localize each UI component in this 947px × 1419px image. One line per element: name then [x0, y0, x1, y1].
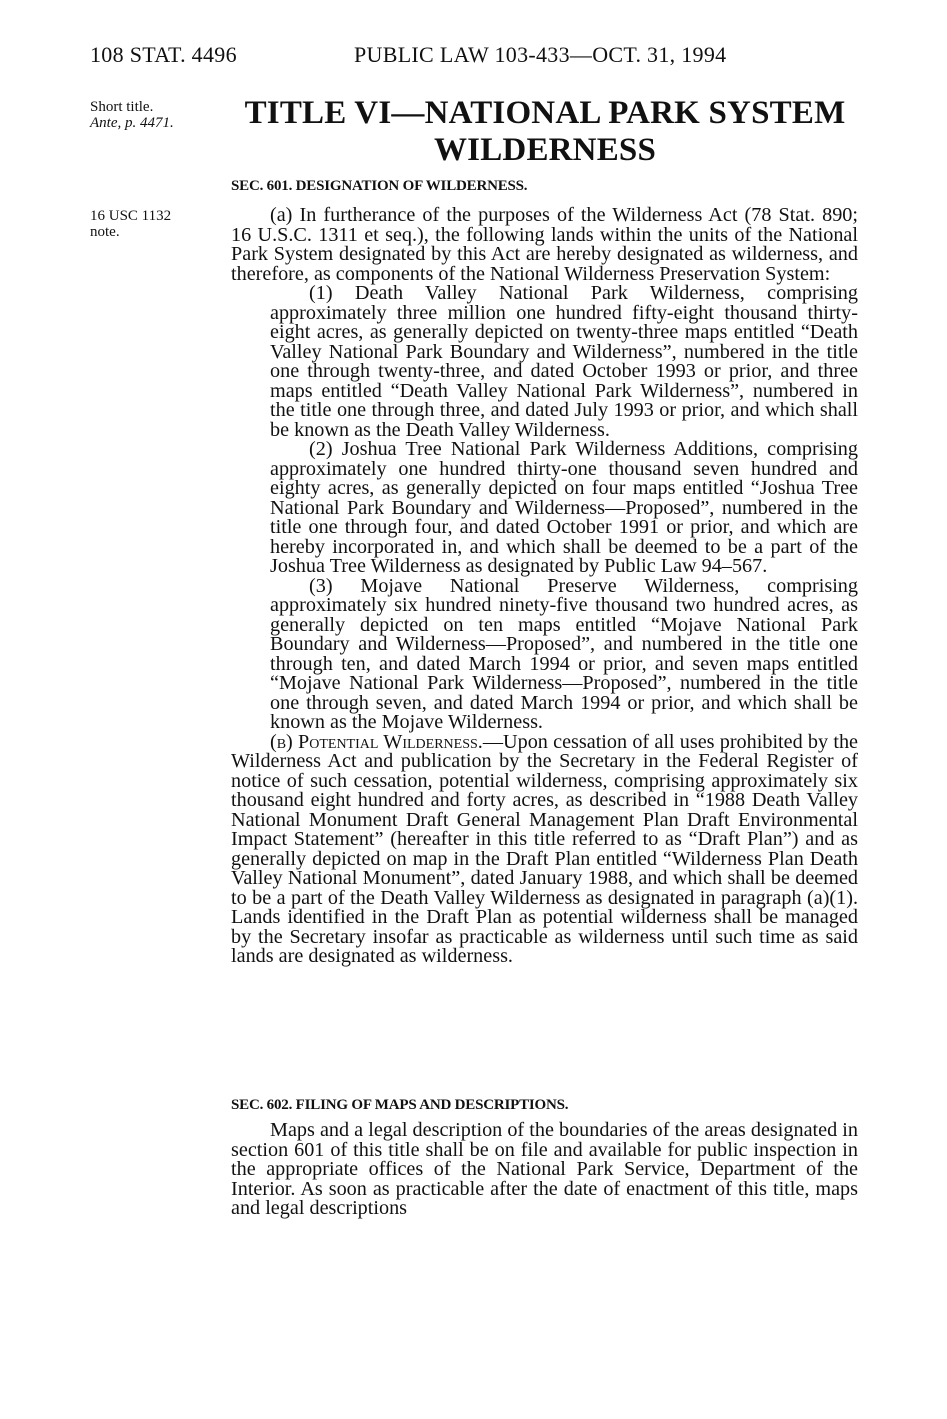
stat-page-number: 108 STAT. 4496 — [90, 42, 237, 67]
margin-note-usc — [90, 208, 171, 240]
section-602-para: Maps and a legal description of the boundaries of the areas designated in section 601 of this title shall be on file and available for public inspection in the appropriate offices of the National Park Service, Department of the Interior. As soon as practicable after the date of enactment of this title, maps and legal descriptions — [231, 1119, 858, 1219]
margin-note-ante-ref: Ante, p. 4471. — [90, 115, 174, 131]
section-601-item-2-text: (2) Joshua Tree National Park Wilderness Additions, comprising approximately one hundred thirty-one thousand seven hundred and eighty acres, as generally depicted on four maps entitled “Joshua Tree National Park Boundary and Wilderness—Proposed”, numbered in the title one through four, and dated October 1991 or prior, and which are hereby incorporated in, and which shall be deemed to be a part of the Joshua Tree Wilderness as designated by Public Law 94–567. — [270, 438, 858, 577]
section-602-body — [231, 1121, 858, 1219]
section-601-para-a: (a) In furtherance of the purposes of the Wilderness Act (78 Stat. 890; 16 U.S.C. 1311 et seq.), the following lands within the units of the National Park System designated by this Act are hereby designated as wilderness, and therefore, as components of the National Wilderness Preservation System: — [231, 204, 858, 285]
section-602-heading: SEC. 602. FILING OF MAPS AND DESCRIPTIONS. — [231, 1097, 569, 1113]
section-601-heading: SEC. 601. DESIGNATION OF WILDERNESS. — [231, 178, 528, 194]
section-601-item-1-text: (1) Death Valley National Park Wilderness, comprising approximately three million one hundred fifty-eight thousand thirty-eight acres, as generally depicted on twenty-three maps entitled “Death Valley National Park Boundary and Wilderness”, numbered in the title one through twenty-three, and dated October 1993 or prior, and three maps entitled “Death Valley National Park Wilderness”, numbered in the title one through three, and dated July 1993 or prior, and which shall be known as the Death Valley Wilderness. — [270, 282, 858, 441]
margin-note-usc-note: note. — [90, 224, 120, 240]
title-line-2: WILDERNESS — [433, 132, 657, 168]
section-601-body — [231, 206, 858, 967]
section-601-item-2 — [231, 440, 858, 577]
title-heading — [225, 95, 865, 169]
section-601-item-1 — [231, 284, 858, 440]
title-line-1: TITLE VI—NATIONAL PARK SYSTEM — [244, 95, 846, 131]
margin-note-short-title — [90, 99, 174, 131]
potential-wilderness-label: (b) Potential Wilderness.— — [270, 730, 504, 753]
section-601-para-b — [231, 730, 858, 967]
margin-note-short-title-label: Short title. — [90, 99, 154, 115]
section-601-para-b-text: Upon cessation of all uses prohibited by the Wilderness Act and publication by the Secretary in the Federal Register of notice of such cessation, potential wilderness, comprising approximately six thousand eight hundred and forty acres, as described in “1988 Death Valley National Monument Draft General Management Plan Draft Environmental Impact Statement” (hereafter in this title referred to as “Draft Plan”) and as generally depicted on map in the Draft Plan entitled “Wilderness Plan Death Valley National Monument”, dated January 1988, and which shall be deemed to be a part of the Death Valley Wilderness as designated in paragraph (a)(1). Lands identified in the Draft Plan as potential wilderness shall be managed by the Secretary insofar as practicable as wilderness until such time as said lands are designated as wilderness. — [231, 730, 858, 967]
public-law-header: PUBLIC LAW 103-433—OCT. 31, 1994 — [354, 42, 727, 67]
section-601-item-3 — [231, 574, 858, 733]
section-601-item-3-text: (3) Mojave National Preserve Wilderness, comprising approximately six hundred ninety-five thousand two hundred acres, as generally depicted on ten maps entitled “Mojave National Park Boundary and Wilderness—Proposed”, and numbered in the title one through ten, and dated March 1994 or prior, and seven maps entitled “Mojave National Park Wilderness—Proposed”, numbered in the title one through seven, and dated March 1994 or prior, and which shall be known as the Mojave Wilderness. — [270, 574, 858, 733]
margin-note-usc-cite: 16 USC 1132 — [90, 208, 172, 224]
